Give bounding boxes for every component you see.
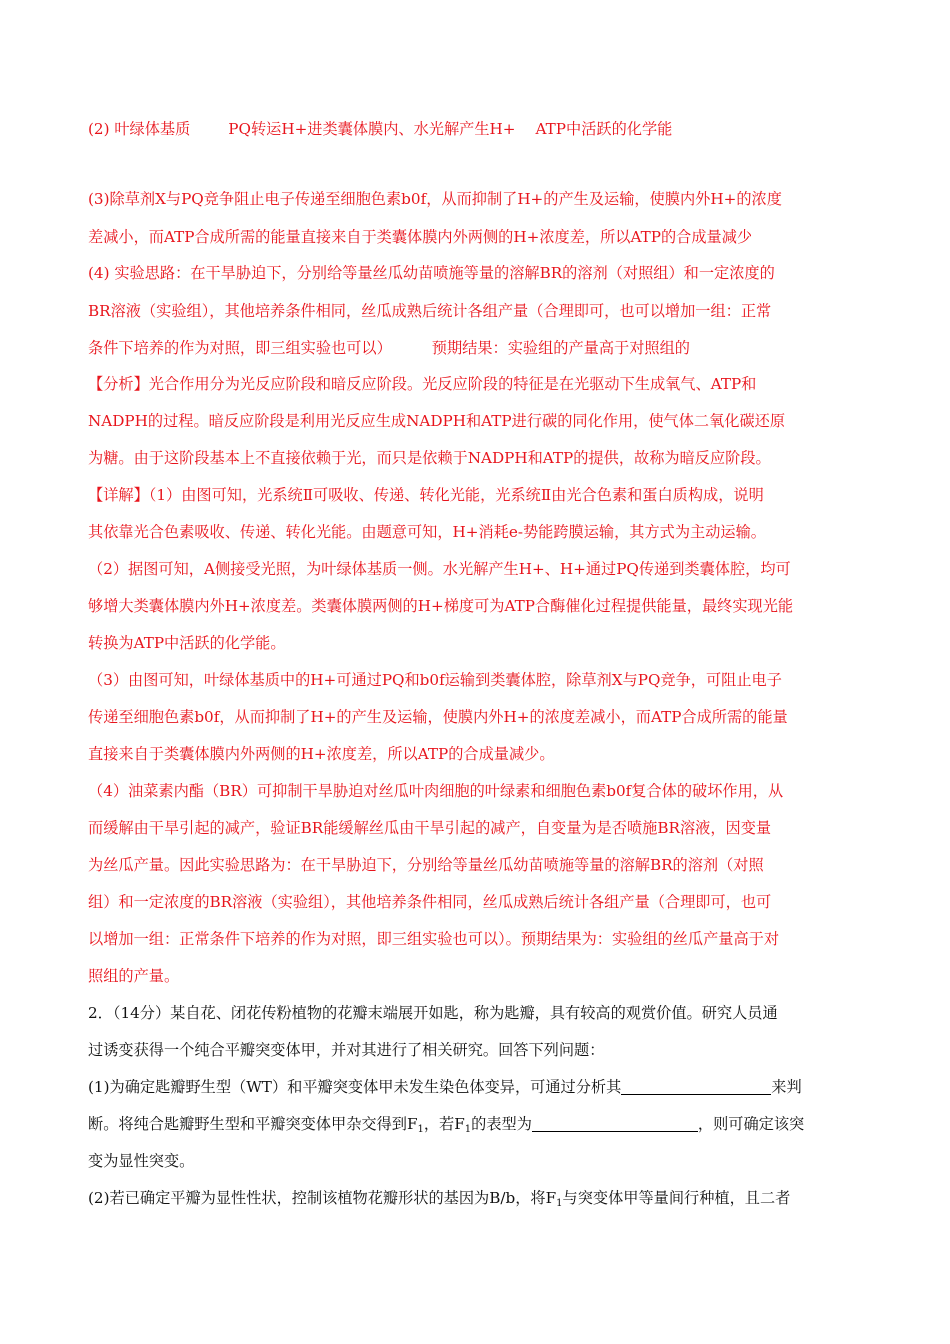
answer-blank-2[interactable] <box>532 1115 698 1132</box>
detail-p4-line3: 为丝瓜产量。因此实验思路为：在干旱胁迫下，分别给等量丝瓜幼苗喷施等量的溶解BR的溶剂（对照 <box>88 856 764 874</box>
detail-p3-line3: 直接来自于类囊体膜内外两侧的H+浓度差，所以ATP的合成量减少。 <box>88 745 555 763</box>
subscript-1c: 1 <box>556 1198 563 1209</box>
question2-line4 <box>88 1114 804 1134</box>
detail-p4-line1: （4）油菜素内酯（BR）可抑制干旱胁迫对丝瓜叶肉细胞的叶绿素和细胞色素b0f复合体的破坏作用，从 <box>88 782 784 800</box>
analysis-line2: NADPH的过程。暗反应阶段是利用光反应生成NADPH和ATP进行碳的同化作用，使气体二氧化碳还原 <box>88 412 786 430</box>
detail-p4-line4: 组）和一定浓度的BR溶液（实验组），其他培养条件相同，丝瓜成熟后统计各组产量（合理即可，也可 <box>88 893 772 911</box>
analysis-line3: 为糖。由于这阶段基本上不直接依赖于光，而只是依赖于NADPH和ATP的提供，故称为暗反应阶段。 <box>88 449 771 467</box>
detail-p2-line2: 够增大类囊体膜内外H+浓度差。类囊体膜两侧的H+梯度可为ATP合酶催化过程提供能量，最终实现光能 <box>88 597 794 615</box>
answer-q2-line <box>88 119 672 139</box>
detail-p4-line5: 以增加一组：正常条件下培养的作为对照，即三组实验也可以）。预期结果为：实验组的丝瓜产量高于对 <box>88 930 780 948</box>
detail-p3-line1: （3）由图可知，叶绿体基质中的H+可通过PQ和b0f运输到类囊体腔，除草剂X与PQ竞争，可阻止电子 <box>88 671 782 689</box>
question2-line1: 2．（14分）某自花、闭花传粉植物的花瓣末端展开如匙，称为匙瓣，具有较高的观赏价值。研究人员通 <box>88 1004 778 1022</box>
answer-q4-line3a: 条件下培养的作为对照，即三组实验也可以） <box>88 339 392 357</box>
answer-q4-line1: (4) 实验思路：在干旱胁迫下，分别给等量丝瓜幼苗喷施等量的溶解BR的溶剂（对照组）和一定浓度的 <box>88 264 775 282</box>
answer-q4-line3 <box>88 338 690 358</box>
detail-p4-line6: 照组的产量。 <box>88 967 180 985</box>
question2-line4c: 的表型为 <box>471 1115 532 1133</box>
analysis-line1: 【分析】光合作用分为光反应阶段和暗反应阶段。光反应阶段的特征是在光驱动下生成氧气、ATP和 <box>88 375 757 393</box>
detail-p3-line2: 传递至细胞色素b0f，从而抑制了H+的产生及运输，使膜内外H+的浓度差减小，而ATP合成所需的能量 <box>88 708 788 726</box>
detail-p4-line2: 而缓解由干旱引起的减产，验证BR能缓解丝瓜由干旱引起的减产，自变量为是否喷施BR溶液，因变量 <box>88 819 772 837</box>
question2-line4b: ，若F <box>423 1115 465 1133</box>
detail-p2-line1: （2）据图可知，A侧接受光照，为叶绿体基质一侧。水光解产生H+、H+通过PQ传递到类囊体腔，均可 <box>88 560 791 578</box>
question2-line3a: (1)为确定匙瓣野生型（WT）和平瓣突变体甲未发生染色体变异，可通过分析其 <box>88 1078 622 1096</box>
question2-line4d: ，则可确定该突 <box>697 1115 805 1133</box>
answer-q4-line3b: 预期结果：实验组的产量高于对照组的 <box>431 339 690 357</box>
question2-line3b: 来判 <box>771 1078 802 1096</box>
question2-line6 <box>88 1188 790 1208</box>
detail-p1-line1: 【详解】（1）由图可知，光系统Ⅱ可吸收、传递、转化光能，光系统Ⅱ由光合色素和蛋白质构成，说明 <box>88 486 764 504</box>
answer-q3-line1: (3)除草剂X与PQ竞争阻止电子传递至细胞色素b0f，从而抑制了H+的产生及运输，使膜内外H+的浓度 <box>88 190 782 208</box>
question2-line5: 变为显性突变。 <box>88 1152 195 1170</box>
answer-q3-line2: 差减小，而ATP合成所需的能量直接来自于类囊体膜内外两侧的H+浓度差，所以ATP的合成量减少 <box>88 228 753 246</box>
question2-line4a: 断。将纯合匙瓣野生型和平瓣突变体甲杂交得到F <box>88 1115 418 1133</box>
answer-q2-label: (2) 叶绿体基质 <box>88 120 191 138</box>
question2-line6a: (2)若已确定平瓣为显性性状，控制该植物花瓣形状的基因为B/b，将F <box>88 1189 557 1207</box>
subscript-1: 1 <box>417 1124 424 1135</box>
answer-q2-part2: PQ转运H+进类囊体膜内、水光解产生H+ <box>228 120 516 138</box>
question2-line2: 过诱变获得一个纯合平瓣突变体甲，并对其进行了相关研究。回答下列问题： <box>88 1041 605 1059</box>
question2-line6b: 与突变体甲等量间行种植，且二者 <box>562 1189 791 1207</box>
detail-p2-line3: 转换为ATP中活跃的化学能。 <box>88 634 286 652</box>
answer-q2-part3: ATP中活跃的化学能 <box>535 120 673 138</box>
answer-blank-1[interactable] <box>621 1078 771 1095</box>
subscript-1b: 1 <box>464 1124 472 1135</box>
detail-p1-line2: 其依靠光合色素吸收、传递、转化光能。由题意可知，H+消耗e-势能跨膜运输，其方式为主动运输。 <box>88 523 766 541</box>
question2-line3 <box>88 1077 802 1097</box>
answer-q4-line2: BR溶液（实验组），其他培养条件相同，丝瓜成熟后统计各组产量（合理即可，也可以增加一组：正常 <box>88 302 772 320</box>
